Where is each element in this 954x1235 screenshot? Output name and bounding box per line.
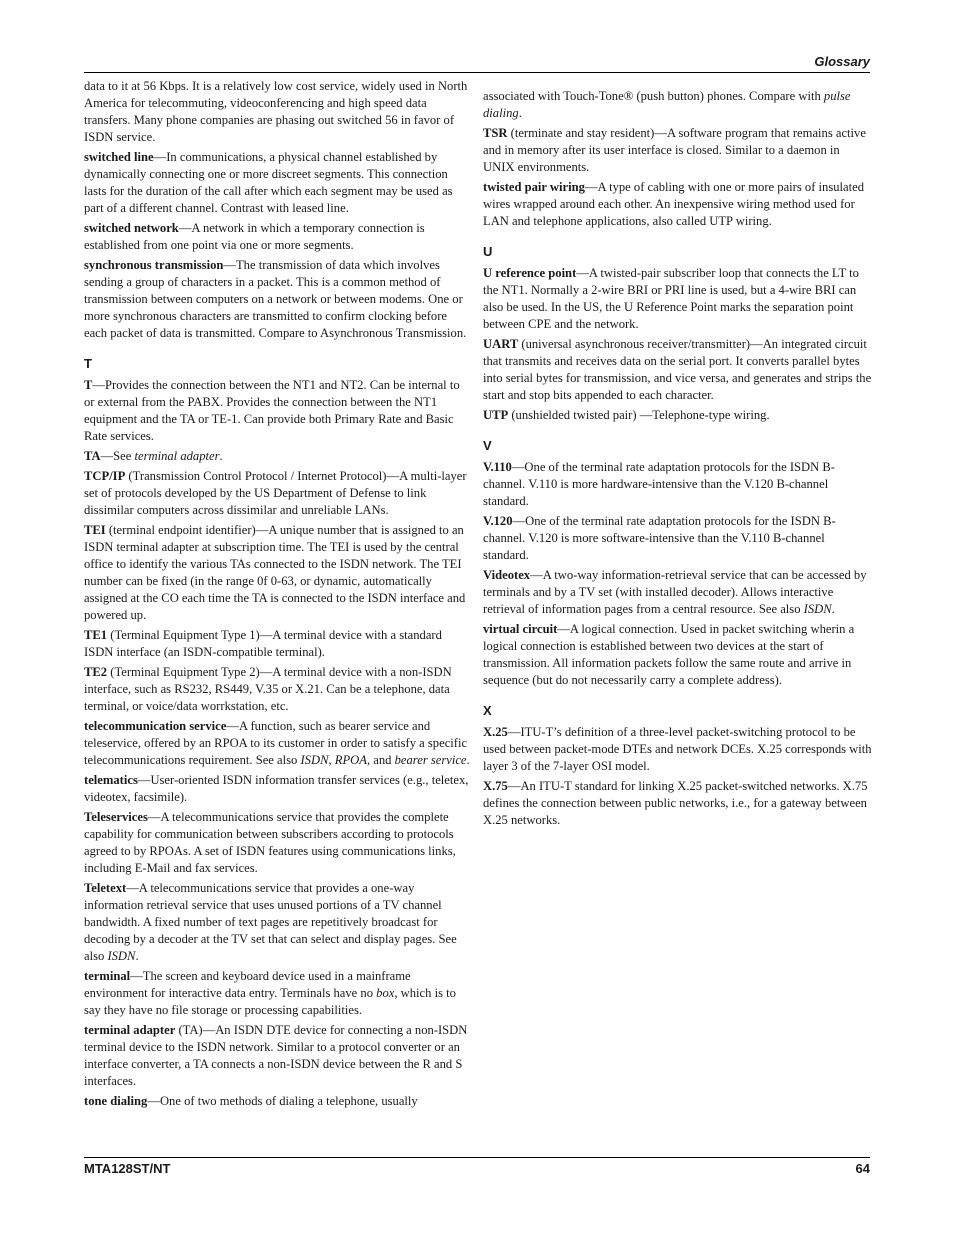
entry-definition: —The screen and keyboard device used in a mainframe environment for interactive data entry. Terminals have no <box>84 969 411 1000</box>
entry-separator: , and <box>366 753 395 767</box>
entry-definition: —A logical connection. Used in packet switching wherin a logical connection is established between two devices at the start of transmission. All information packets follow the same route and arrive in sequence (but do not necessarily carry a complete address). <box>483 622 855 687</box>
glossary-entry <box>84 448 473 465</box>
section-heading-x: X <box>483 703 492 718</box>
entry-definition: —A two-way information-retrieval service that can be accessed by terminals and by a TV set (with installed decoder). Allows interactive retrieval of information pages from a central resource. See also <box>483 568 867 616</box>
entry-term: terminal adapter <box>84 1023 176 1037</box>
left-column <box>84 78 473 1113</box>
entry-definition: associated with Touch-Tone® (push button) phones. Compare with <box>483 89 824 103</box>
cross-reference: ISDN <box>300 753 329 767</box>
glossary-entry <box>84 718 473 769</box>
entry-definition: —ITU-T’s definition of a three-level packet-switching protocol to be used between packet-mode DTEs and network DCEs. X.25 corresponds with layer 3 of the 7-layer OSI model. <box>483 725 872 773</box>
entry-term: terminal <box>84 969 131 983</box>
glossary-entry <box>84 220 473 254</box>
entry-term: Teletext <box>84 881 127 895</box>
section-heading-v: V <box>483 438 492 453</box>
entry-term: switched line <box>84 150 154 164</box>
entry-term: V.110 <box>483 460 512 474</box>
glossary-entry <box>483 125 873 176</box>
entry-definition: —One of two methods of dialing a telephone, usually <box>147 1094 418 1108</box>
entry-term: Teleservices <box>84 810 148 824</box>
glossary-entry <box>483 407 873 424</box>
page-header-title: Glossary <box>814 54 870 69</box>
glossary-entry <box>483 621 873 689</box>
glossary-entry <box>483 567 873 618</box>
entry-definition: —A twisted-pair subscriber loop that connects the LT to the NT1. Normally a 2-wire BRI or PRI line is used, but a 4-wire BRI can also be used. In the US, the U Reference Point marks the separation point between CPE and the network. <box>483 266 859 331</box>
entry-tail: . <box>466 753 470 767</box>
right-column <box>483 88 873 832</box>
entry-term: telematics <box>84 773 138 787</box>
entry-definition: —A function, such as bearer service and teleservice, offered by an RPOA to its customer in order to satisfy a specific telecommunications requirement. See also <box>84 719 468 767</box>
entry-definition: —A network in which a temporary connection is established from one point via one or more segments. <box>84 221 425 252</box>
entry-definition: —A telecommunications service that provides the complete capability for communication between subscribers according to protocols agreed to by RPOAs. A set of ISDN features using communications links, including E-Mail and fax services. <box>84 810 456 875</box>
entry-tail: , which is to say they have no file storage or processing capabilities. <box>84 986 456 1017</box>
entry-term: twisted pair wiring <box>483 180 585 194</box>
entry-term: TA <box>84 449 101 463</box>
entry-term: telecommunication service <box>84 719 227 733</box>
cross-reference: ISDN <box>107 949 136 963</box>
entry-separator: , <box>328 753 335 767</box>
glossary-entry <box>84 1022 473 1090</box>
entry-term: TE1 <box>84 628 108 642</box>
entry-definition: —A type of cabling with one or more pairs of insulated wires wrapped around each other. An inexpensive wiring method used for LAN and telephone applications, also called UTP wiring. <box>483 180 865 228</box>
entry-term: U reference point <box>483 266 577 280</box>
glossary-entry <box>84 968 473 1019</box>
entry-term: switched network <box>84 221 179 235</box>
entry-definition: —One of the terminal rate adaptation protocols for the ISDN B-channel. V.110 is more hardware-intensive than the V.120 B-channel standard. <box>483 460 835 508</box>
footer-rule <box>84 1157 870 1158</box>
glossary-entry <box>84 664 473 715</box>
glossary-entry <box>483 513 873 564</box>
entry-term: TE2 <box>84 665 108 679</box>
entry-term: T <box>84 378 93 392</box>
entry-definition: (terminal endpoint identifier)—A unique number that is assigned to an ISDN terminal adapter at subscription time. The TEI is used by the central office to identify the various TAs connected to the ISDN network. The TEI number can be fixed (in the range 0f 0-63, or dynamic, automatically assigned at the CO each time the TA is connected to the ISDN interface and powered up. <box>84 523 466 622</box>
entry-definition: (unshielded twisted pair) —Telephone-type wiring. <box>508 408 770 422</box>
entry-term: UTP <box>483 408 509 422</box>
entry-term: V.120 <box>483 514 513 528</box>
entry-tail: . <box>518 106 522 120</box>
entry-definition: (Terminal Equipment Type 2)—A terminal device with a non-ISDN interface, such as RS232, RS449, V.35 or X.21. Can be a telephone, data terminal, or voice/data worrkstation, etc. <box>84 665 452 713</box>
entry-definition: (Terminal Equipment Type 1)—A terminal device with a standard ISDN interface (an ISDN-compatible terminal). <box>84 628 442 659</box>
cross-reference: terminal adapter <box>134 449 220 463</box>
section-heading-t: T <box>84 356 92 371</box>
entry-definition: —One of the terminal rate adaptation protocols for the ISDN B-channel. V.120 is more software-intensive than the V.110 B-channel standard. <box>483 514 836 562</box>
cross-reference: box <box>376 986 395 1000</box>
entry-definition: —Provides the connection between the NT1 and NT2. Can be internal to or external from the PABX. Provides the connection between the NT1 equipment and the TA or TE-1. Can provide both Primary Rate and Basic Rate services. <box>84 378 460 443</box>
entry-tail: . <box>135 949 139 963</box>
entry-tail: . <box>219 449 223 463</box>
glossary-entry <box>84 809 473 877</box>
glossary-entry <box>483 179 873 230</box>
entry-definition: —A telecommunications service that provides a one-way information retrieval service that uses unused portions of a TV channel bandwidth. A fixed number of text pages are repetitively broadcast for decoding by a decoder at the TV set that can select and display pages. See also <box>84 881 457 963</box>
entry-definition: —User-oriented ISDN information transfer services (e.g., teletex, videotex, facsimile). <box>84 773 469 804</box>
glossary-entry <box>84 149 473 217</box>
entry-term: X.25 <box>483 725 508 739</box>
section-heading-u: U <box>483 244 493 259</box>
glossary-entry <box>483 724 873 775</box>
cross-reference: RPOA <box>334 753 367 767</box>
entry-definition: —See <box>100 449 135 463</box>
cross-reference: ISDN <box>803 602 832 616</box>
entry-tail: . <box>831 602 835 616</box>
continued-entry-text <box>483 88 873 122</box>
cross-reference: pulse dialing <box>483 89 851 120</box>
entry-term: tone dialing <box>84 1094 148 1108</box>
entry-definition: (universal asynchronous receiver/transmitter)—An integrated circuit that transmits and receives data on the serial port. It converts parallel bytes into serial bytes for transmission, and vice versa, and generates and strips the start and stop bits appended to each character. <box>483 337 872 402</box>
glossary-entry <box>84 257 473 342</box>
footer-product-name: MTA128ST/NT <box>84 1161 171 1176</box>
cross-reference: bearer service <box>394 753 467 767</box>
footer-page-number: 64 <box>855 1161 870 1176</box>
entry-term: Videotex <box>483 568 531 582</box>
entry-definition: (terminate and stay resident)—A software program that remains active and in memory after its user interface is closed. Similar to a daemon in UNIX environments. <box>483 126 866 174</box>
glossary-entry <box>84 772 473 806</box>
entry-term: TCP/IP <box>84 469 126 483</box>
glossary-entry <box>84 1093 473 1110</box>
glossary-entry <box>483 459 873 510</box>
entry-definition: (TA)—An ISDN DTE device for connecting a non-ISDN terminal device to the ISDN network. Similar to a protocol converter or an interface converter, a TA connects a non-ISDN device between the R and S interfaces. <box>84 1023 468 1088</box>
glossary-entry <box>84 522 473 624</box>
entry-term: TEI <box>84 523 106 537</box>
entry-definition: —In communications, a physical channel established by dynamically connecting one or more discreet segments. This connection lasts for the duration of the call after which each segment may be used as part of a different channel. Contrast with leased line. <box>84 150 453 215</box>
entry-term: TSR <box>483 126 508 140</box>
glossary-entry <box>483 336 873 404</box>
header-rule <box>84 72 870 73</box>
glossary-entry <box>84 627 473 661</box>
glossary-entry <box>483 265 873 333</box>
entry-term: synchronous transmission <box>84 258 224 272</box>
entry-definition: —An ITU-T standard for linking X.25 packet-switched networks. X.75 defines the connection between public networks, i.e., for a gateway between X.25 networks. <box>483 779 868 827</box>
glossary-entry <box>84 880 473 965</box>
entry-definition: —The transmission of data which involves sending a group of characters in a packet. This is a common method of transmission between computers on a network or between modems. One or more synchronous characters are transmitted to confirm clocking before each packet of data is transmitted. Compare to Asynchronous Transmission. <box>84 258 467 340</box>
glossary-entry <box>84 468 473 519</box>
entry-term: virtual circuit <box>483 622 558 636</box>
entry-definition: (Transmission Control Protocol / Internet Protocol)—A multi-layer set of protocols developed by the US Department of Defense to link dissimilar computers across dissimilar and unreliable LANs. <box>84 469 467 517</box>
glossary-entry <box>84 377 473 445</box>
entry-term: X.75 <box>483 779 508 793</box>
glossary-entry <box>483 778 873 829</box>
continued-entry-text: data to it at 56 Kbps. It is a relatively low cost service, widely used in North America for telecommuting, videoconferencing and high speed data transfers. Many phone companies are phasing out switched 56 in favor of ISDN service. <box>84 79 468 144</box>
entry-term: UART <box>483 337 519 351</box>
